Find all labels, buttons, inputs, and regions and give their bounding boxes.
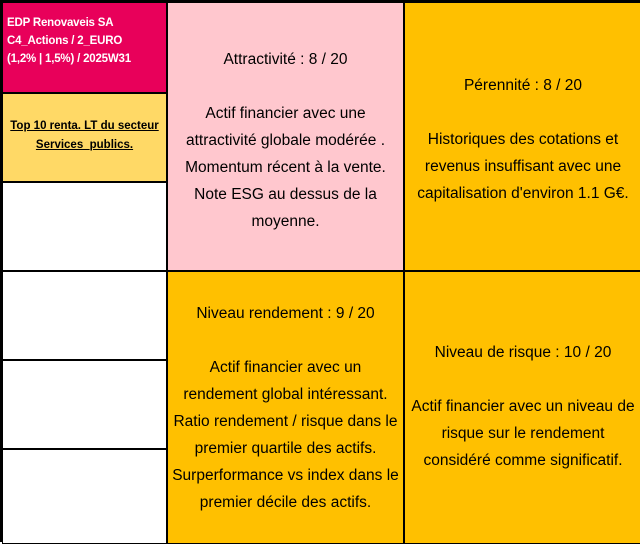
- asset-category: C4_Actions / 2_EURO: [7, 35, 123, 47]
- attractivite-body: [168, 100, 403, 235]
- perennite-line: capitalisation d'environ 1.1 G€.: [417, 185, 629, 202]
- empty-cell: [2, 182, 167, 271]
- perennite-quadrant: [404, 2, 640, 271]
- risque-body: [405, 393, 640, 474]
- asset-period: (1,2% | 1,5%) / 2025W31: [7, 53, 131, 65]
- attractivite-quadrant: [167, 2, 404, 271]
- sector-rank-line-2: Services_publics.: [35, 139, 134, 151]
- attractivite-line: Note ESG au dessus de la: [194, 186, 377, 203]
- rendement-quadrant: [167, 271, 404, 544]
- empty-cell: [2, 360, 167, 449]
- perennite-line: revenus insuffisant avec une: [424, 158, 622, 175]
- perennite-heading: Pérennité : 8 / 20: [463, 77, 583, 94]
- risque-heading: Niveau de risque : 10 / 20: [434, 344, 612, 361]
- risque-line: Actif financier avec un niveau de: [411, 398, 635, 415]
- rendement-line: premier décile des actifs.: [199, 494, 372, 511]
- rendement-line: Ratio rendement / risque dans le: [173, 413, 398, 430]
- attractivite-line: moyenne.: [251, 213, 320, 230]
- perennite-body: [405, 126, 640, 207]
- attractivite-heading: Attractivité : 8 / 20: [223, 51, 348, 68]
- sector-rank-line-1: Top 10 renta. LT du secteur: [10, 120, 159, 132]
- rendement-body: [168, 354, 403, 516]
- empty-cell: [2, 271, 167, 360]
- rendement-line: rendement global intéressant.: [183, 386, 388, 403]
- empty-cell: [2, 449, 167, 544]
- attractivite-line: attractivité globale modérée .: [185, 132, 386, 149]
- rendement-line: Surperformance vs index dans le: [172, 467, 399, 484]
- rendement-line: Actif financier avec un: [209, 359, 362, 376]
- sector-rank-cell: [2, 93, 167, 182]
- perennite-line: Historiques des cotations et: [427, 131, 619, 148]
- attractivite-line: Momentum récent à la vente.: [185, 159, 386, 176]
- risque-line: considéré comme significatif.: [423, 452, 623, 469]
- asset-title-cell: [2, 2, 167, 93]
- risque-quadrant: [404, 271, 640, 544]
- asset-name: EDP Renovaveis SA: [7, 17, 114, 29]
- rendement-heading: Niveau rendement : 9 / 20: [196, 305, 375, 322]
- risque-line: risque sur le rendement: [441, 425, 605, 442]
- rendement-line: premier quartile des actifs.: [194, 440, 377, 457]
- attractivite-line: Actif financier avec une: [205, 105, 366, 122]
